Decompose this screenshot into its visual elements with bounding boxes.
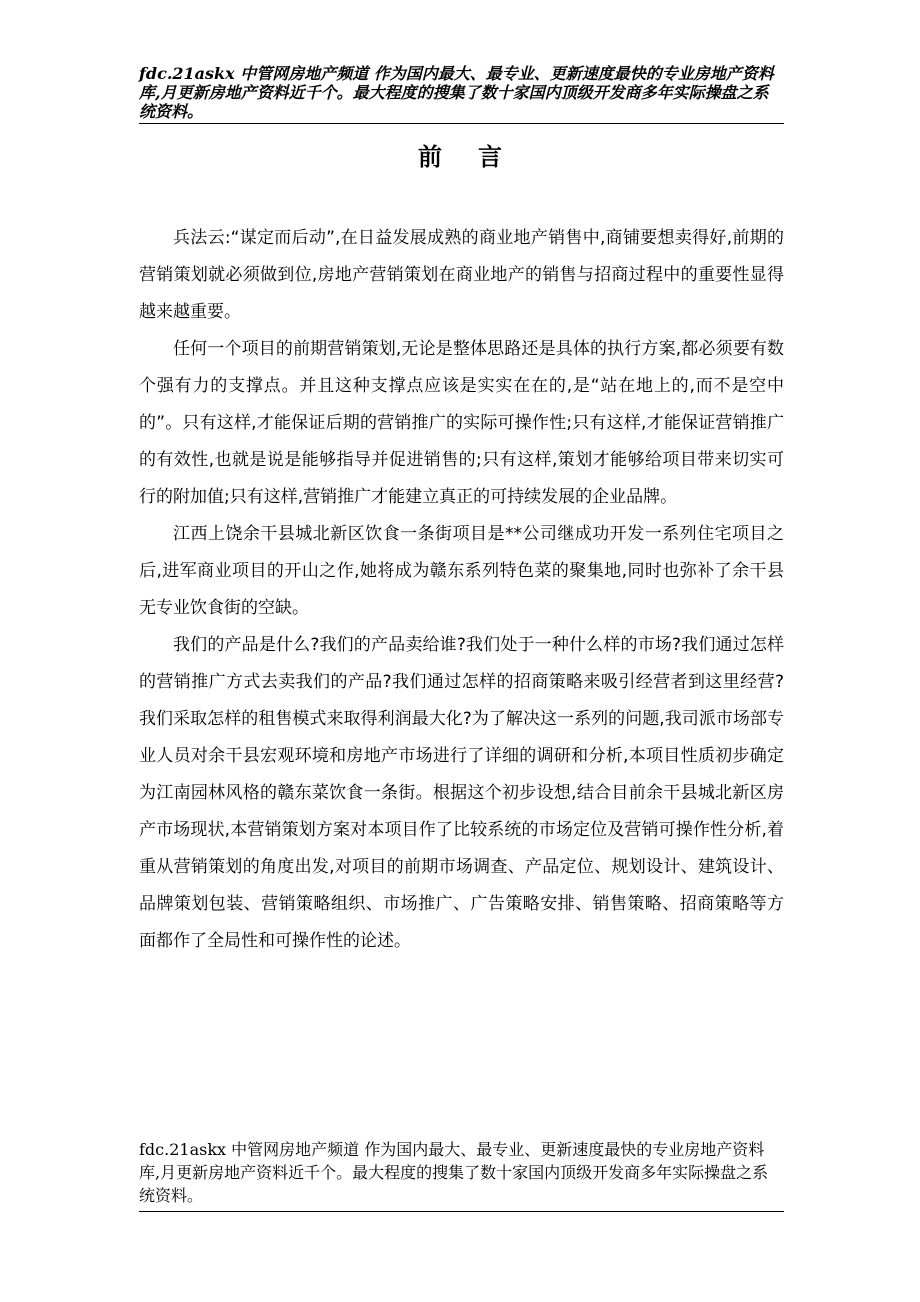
footer-text: fdc.21askx 中管网房地产频道 作为国内最大、最专业、更新速度最快的专业房地产资料库,月更新房地产资料近千个。最大程度的搜集了数十家国内顶级开发商多年实际操盘之系统资料。	[139, 1140, 769, 1205]
body-text	[139, 220, 784, 960]
header-text: fdc.21askx 中管网房地产频道 作为国内最大、最专业、更新速度最快的专业房地产资料库,月更新房地产资料近千个。最大程度的搜集了数十家国内顶级开发商多年实际操盘之系统资料。	[139, 64, 774, 121]
paragraph-3: 江西上饶余干县城北新区饮食一条街项目是**公司继成功开发一系列住宅项目之后,进军商业项目的开山之作,她将成为赣东系列特色菜的聚集地,同时也弥补了余干县无专业饮食街的空缺。	[139, 524, 784, 618]
page-header	[139, 64, 784, 124]
paragraph-4: 我们的产品是什么?我们的产品卖给谁?我们处于一种什么样的市场?我们通过怎样的营销推广方式去卖我们的产品?我们通过怎样的招商策略来吸引经营者到这里经营?我们采取怎样的租售模式来取得利润最大化?为了解决这一系列的问题,我司派市场部专业人员对余干县宏观环境和房地产市场进行了详细的调研和分析,本项目性质初步确定为江南园林风格的赣东菜饮食一条街。根据这个初步设想,结合目前余干县城北新区房产市场现状,本营销策划方案对本项目作了比较系统的市场定位及营销可操作性分析,着重从营销策划的角度出发,对项目的前期市场调查、产品定位、规划设计、建筑设计、品牌策划包装、营销策略组织、市场推广、广告策略安排、销售策略、招商策略等方面都作了全局性和可操作性的论述。	[139, 635, 784, 951]
paragraph-1: 兵法云:“谋定而后动”,在日益发展成熟的商业地产销售中,商铺要想卖得好,前期的营销策划就必须做到位,房地产营销策划在商业地产的销售与招商过程中的重要性显得越来越重要。	[139, 228, 784, 322]
page-footer	[139, 1138, 784, 1212]
paragraph-2: 任何一个项目的前期营销策划,无论是整体思路还是具体的执行方案,都必须要有数个强有力的支撑点。并且这种支撑点应该是实实在在的,是“站在地上的,而不是空中的”。只有这样,才能保证后期的营销推广的实际可操作性;只有这样,才能保证营销推广的有效性,也就是说是能够指导并促进销售的;只有这样,策划才能够给项目带来切实可行的附加值;只有这样,营销推广才能建立真正的可持续发展的企业品牌。	[139, 339, 784, 507]
page-title: 前言	[418, 143, 538, 171]
